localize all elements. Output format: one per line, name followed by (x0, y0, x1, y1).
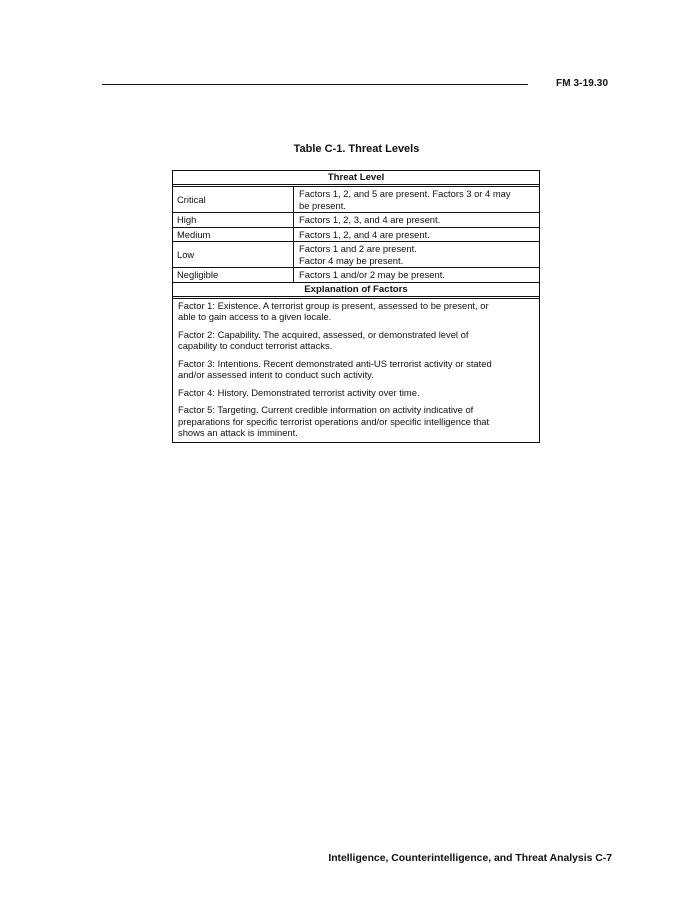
table-row (173, 187, 539, 213)
level-name: Medium (173, 228, 294, 242)
description-line: Factor 4 may be present. (299, 254, 404, 266)
factor-line: preparations for specific terrorist operations and/or specific intelligence that (178, 415, 490, 427)
description-line: Factors 1 and/or 2 may be present. (299, 269, 445, 280)
level-description (294, 187, 539, 212)
factor-line: and/or assessed intent to conduct such activity. (178, 369, 374, 380)
level-description (294, 242, 539, 267)
level-name: High (173, 213, 294, 227)
level-description (294, 228, 539, 242)
level-name: Low (173, 242, 294, 267)
table-row (173, 242, 539, 268)
factor-item (178, 300, 534, 323)
description-line: Factors 1 and 2 are present. (299, 243, 417, 254)
factor-list (173, 299, 539, 442)
level-name: Negligible (173, 268, 294, 282)
description-line: Factors 1, 2, 3, and 4 are present. (299, 214, 441, 225)
factor-item (178, 358, 534, 381)
description-line: Factors 1, 2, and 5 are present. Factors 3 or 4 may (299, 188, 511, 199)
factor-line: shows an attack is imminent. (178, 427, 298, 438)
level-description (294, 213, 539, 227)
factor-item (178, 329, 534, 352)
factor-line: capability to conduct terrorist attacks. (178, 340, 333, 351)
factor-line: Factor 2: Capability. The acquired, assessed, or demonstrated level of (178, 328, 469, 340)
factor-item (178, 404, 534, 439)
page-footer: Intelligence, Counterintelligence, and Threat Analysis C-7 (328, 853, 612, 864)
factor-line: Factor 5: Targeting. Current credible information on activity indicative of (178, 404, 474, 415)
table-title: Table C-1. Threat Levels (293, 143, 420, 155)
header-rule (102, 84, 528, 85)
factor-item (178, 387, 534, 399)
table-row (173, 213, 539, 228)
document-id: FM 3-19.30 (556, 78, 609, 89)
factor-line: Factor 1: Existence. A terrorist group is present, assessed to be present, or (178, 299, 489, 311)
factor-line: Factor 4: History. Demonstrated terrorist activity over time. (178, 386, 420, 398)
table-row (173, 268, 539, 282)
threat-level-heading: Threat Level (173, 171, 539, 187)
level-description (294, 268, 539, 282)
factor-line: Factor 3: Intentions. Recent demonstrated anti-US terrorist activity or stated (178, 357, 492, 369)
factor-line: able to gain access to a given locale. (178, 311, 332, 322)
description-line: be present. (299, 199, 346, 211)
explanation-heading: Explanation of Factors (173, 282, 539, 299)
description-line: Factors 1, 2, and 4 are present. (299, 228, 430, 240)
table-row (173, 228, 539, 243)
level-name: Critical (173, 187, 294, 212)
threat-levels-table (172, 170, 540, 443)
